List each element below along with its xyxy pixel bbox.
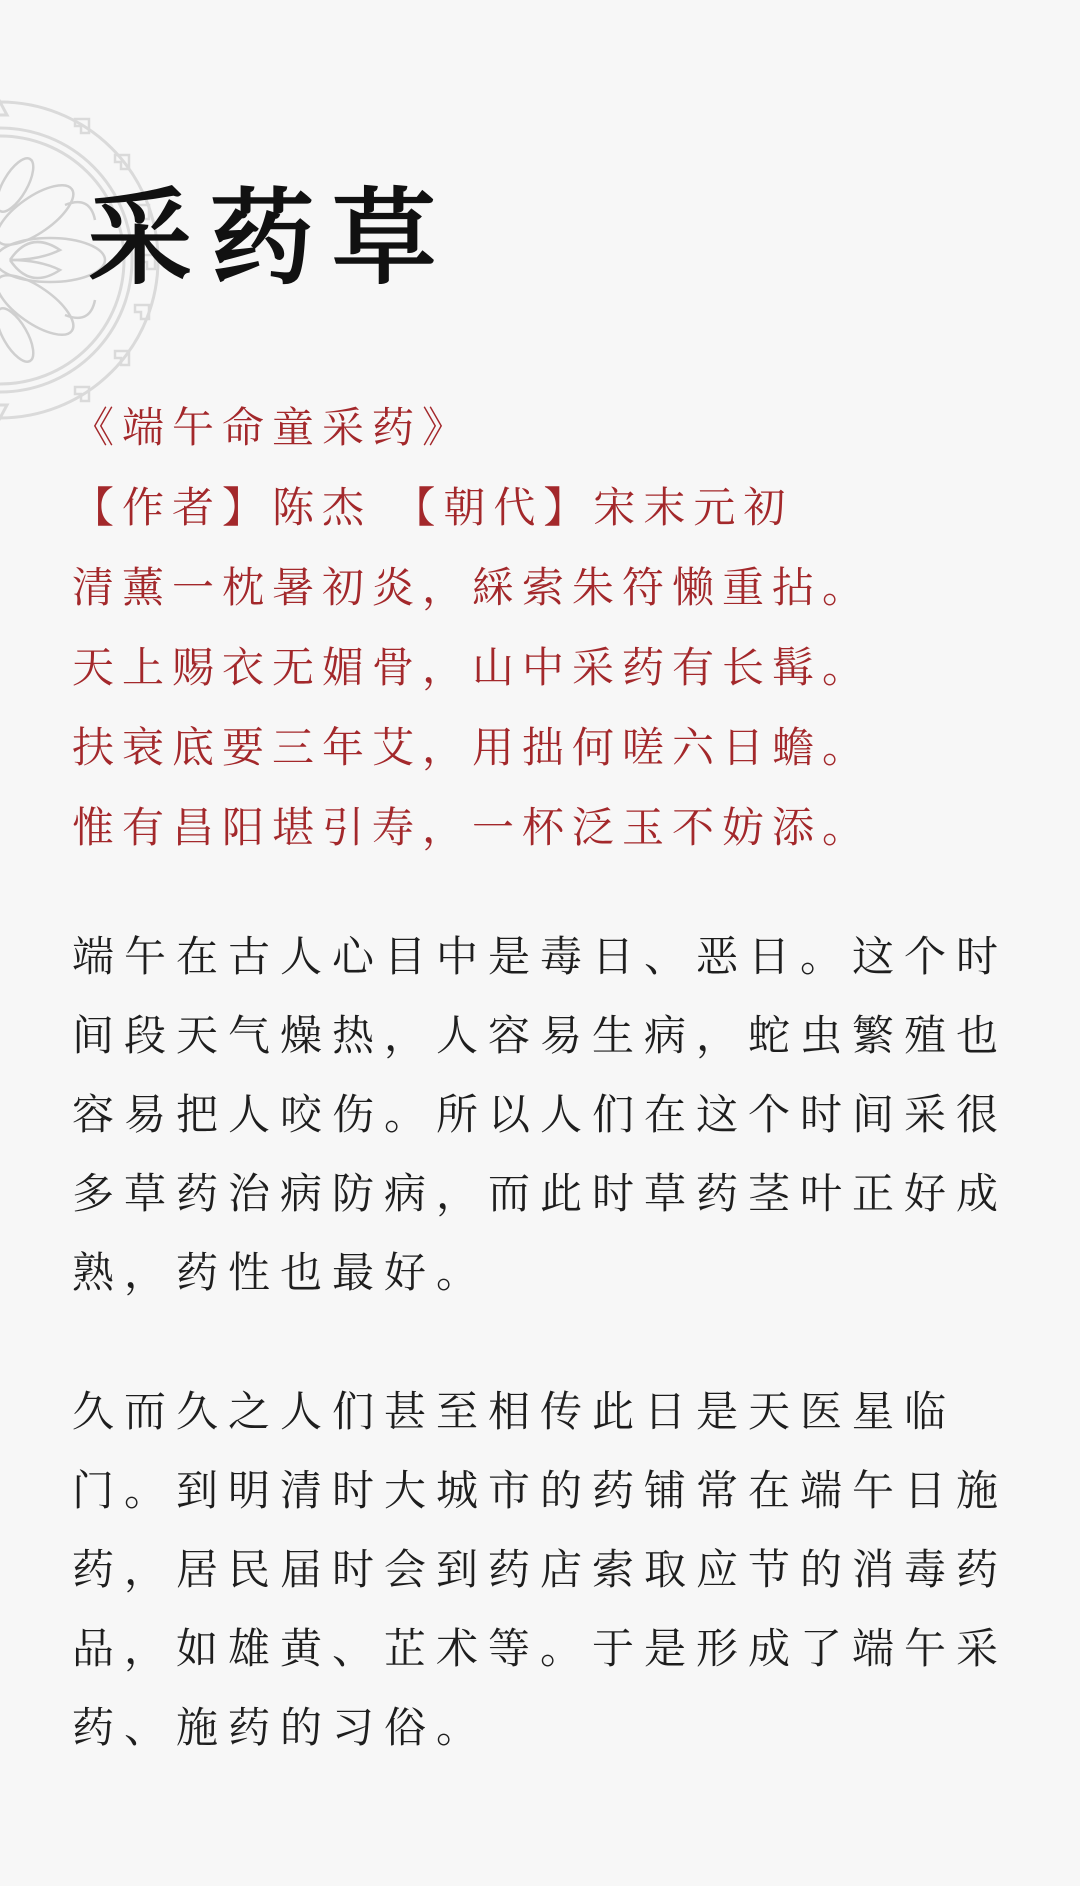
poem-name: 《端午命童采药》	[72, 403, 473, 452]
body-paragraph: 久而久之人们甚至相传此日是天医星临门。到明清时大城市的药铺常在端午日施药，居民届时会到药店索取应节的消毒药品，如雄黄、芷术等。于是形成了端午采药、施药的习俗。	[72, 1387, 1009, 1752]
poem-line: 清薰一枕暑初炎，綵索朱符懒重拈。	[72, 563, 873, 612]
poem-line: 天上赐衣无媚骨，山中采药有长髯。	[72, 643, 873, 692]
poem-block	[72, 388, 872, 868]
poem-line: 扶衰底要三年艾，用拙何嗟六日蟾。	[72, 723, 873, 772]
poem-line: 惟有昌阳堪引寿，一杯泛玉不妨添。	[72, 803, 873, 852]
poem-meta: 【作者】陈杰 【朝代】宋末元初	[72, 483, 794, 532]
body-paragraph: 端午在古人心目中是毒日、恶日。这个时间段天气燥热，人容易生病，蛇虫繁殖也容易把人咬伤。所以人们在这个时间采很多草药治病防病，而此时草药茎叶正好成熟，药性也最好。	[72, 932, 1009, 1297]
page-title: 采药草	[88, 176, 455, 299]
